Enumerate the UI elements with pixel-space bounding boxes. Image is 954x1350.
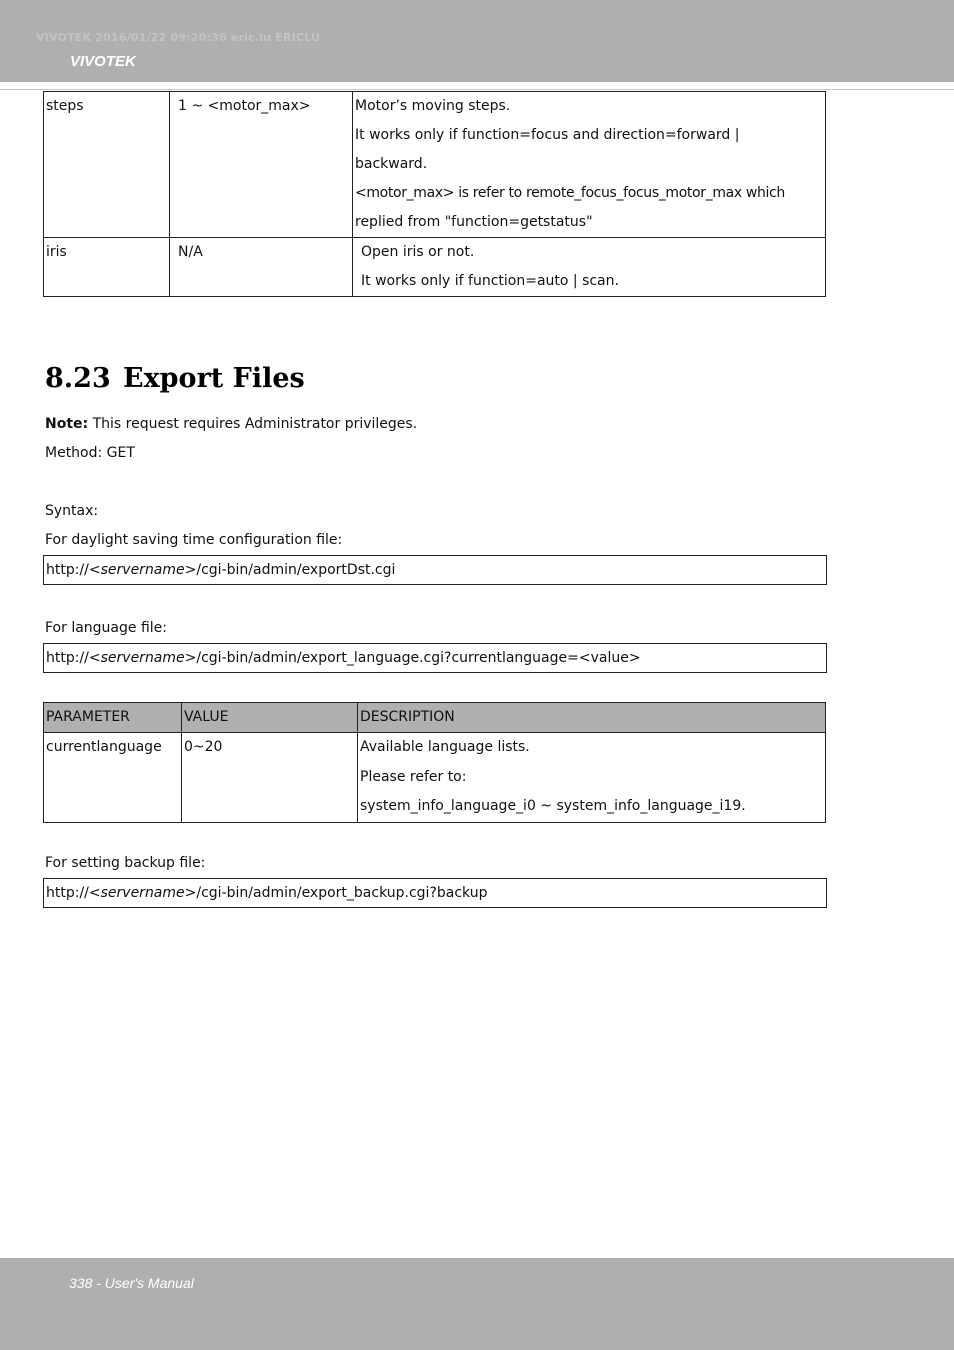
- header-divider: [0, 89, 954, 90]
- param-cell: iris: [44, 238, 170, 297]
- language-label: For language file:: [45, 620, 167, 636]
- language-parameter-table: [43, 702, 826, 823]
- url-prefix: http://: [46, 650, 89, 666]
- column-header-parameter: PARAMETER: [44, 703, 182, 733]
- description-line: Open iris or not.: [361, 244, 475, 260]
- watermark-text: VIVOTEK 2016/01/22 09:20:36 eric.lu ERICLU: [36, 31, 321, 44]
- url-servername: <servername>: [88, 885, 197, 901]
- description-line: <motor_max> is refer to remote_focus_focus_motor_max which: [355, 185, 785, 201]
- description-line: Please refer to:: [360, 768, 467, 785]
- description-line: Motor’s moving steps.: [355, 98, 511, 114]
- description-line: It works only if function=auto | scan.: [361, 273, 619, 289]
- url-path: /cgi-bin/admin/export_language.cgi?currentlanguage=<value>: [196, 650, 641, 666]
- note-label: Note:: [45, 416, 89, 432]
- description-line: Available language lists.: [360, 739, 530, 755]
- description-cell: [353, 238, 826, 297]
- section-title: [45, 363, 305, 394]
- url-servername: <servername>: [88, 562, 197, 578]
- url-path: /cgi-bin/admin/exportDst.cgi: [196, 562, 396, 578]
- note-paragraph: [45, 416, 417, 432]
- url-path: /cgi-bin/admin/export_backup.cgi?backup: [196, 885, 488, 901]
- dst-url-box: [43, 555, 827, 585]
- table-row: [44, 92, 826, 238]
- description-line: backward.: [355, 156, 428, 172]
- note-text: This request requires Administrator privileges.: [88, 416, 418, 432]
- description-cell: [353, 92, 826, 238]
- url-servername: <servername>: [88, 650, 197, 666]
- value-cell: 0~20: [182, 733, 358, 823]
- table-header-row: [44, 703, 826, 733]
- brand-logo-text: VIVOTEK: [70, 53, 136, 70]
- url-prefix: http://: [46, 885, 89, 901]
- page-footer: [0, 1258, 954, 1350]
- description-line: system_info_language_i0 ~ system_info_language_i19.: [360, 798, 746, 814]
- dst-label: For daylight saving time configuration file:: [45, 532, 343, 548]
- description-line: It works only if function=focus and direction=forward |: [355, 127, 740, 143]
- section-heading-text: Export Files: [123, 363, 305, 394]
- method-text: Method: GET: [45, 445, 135, 461]
- language-url-box: [43, 643, 827, 673]
- column-header-description: DESCRIPTION: [358, 703, 826, 733]
- page-header: [0, 0, 954, 82]
- param-cell: steps: [44, 92, 170, 238]
- section-number: 8.23: [45, 363, 111, 394]
- table-row: [44, 238, 826, 297]
- value-cell: N/A: [170, 238, 353, 297]
- backup-label: For setting backup file:: [45, 855, 206, 871]
- page-number-text: 338 - User's Manual: [69, 1275, 194, 1291]
- description-cell: [358, 733, 826, 823]
- column-header-value: VALUE: [182, 703, 358, 733]
- table-row: [44, 733, 826, 823]
- url-prefix: http://: [46, 562, 89, 578]
- backup-url-box: [43, 878, 827, 908]
- syntax-label: Syntax:: [45, 503, 99, 519]
- value-cell: 1 ~ <motor_max>: [170, 92, 353, 238]
- description-line: replied from "function=getstatus": [355, 214, 593, 230]
- param-cell: currentlanguage: [44, 733, 182, 823]
- motor-parameter-table: [43, 91, 826, 297]
